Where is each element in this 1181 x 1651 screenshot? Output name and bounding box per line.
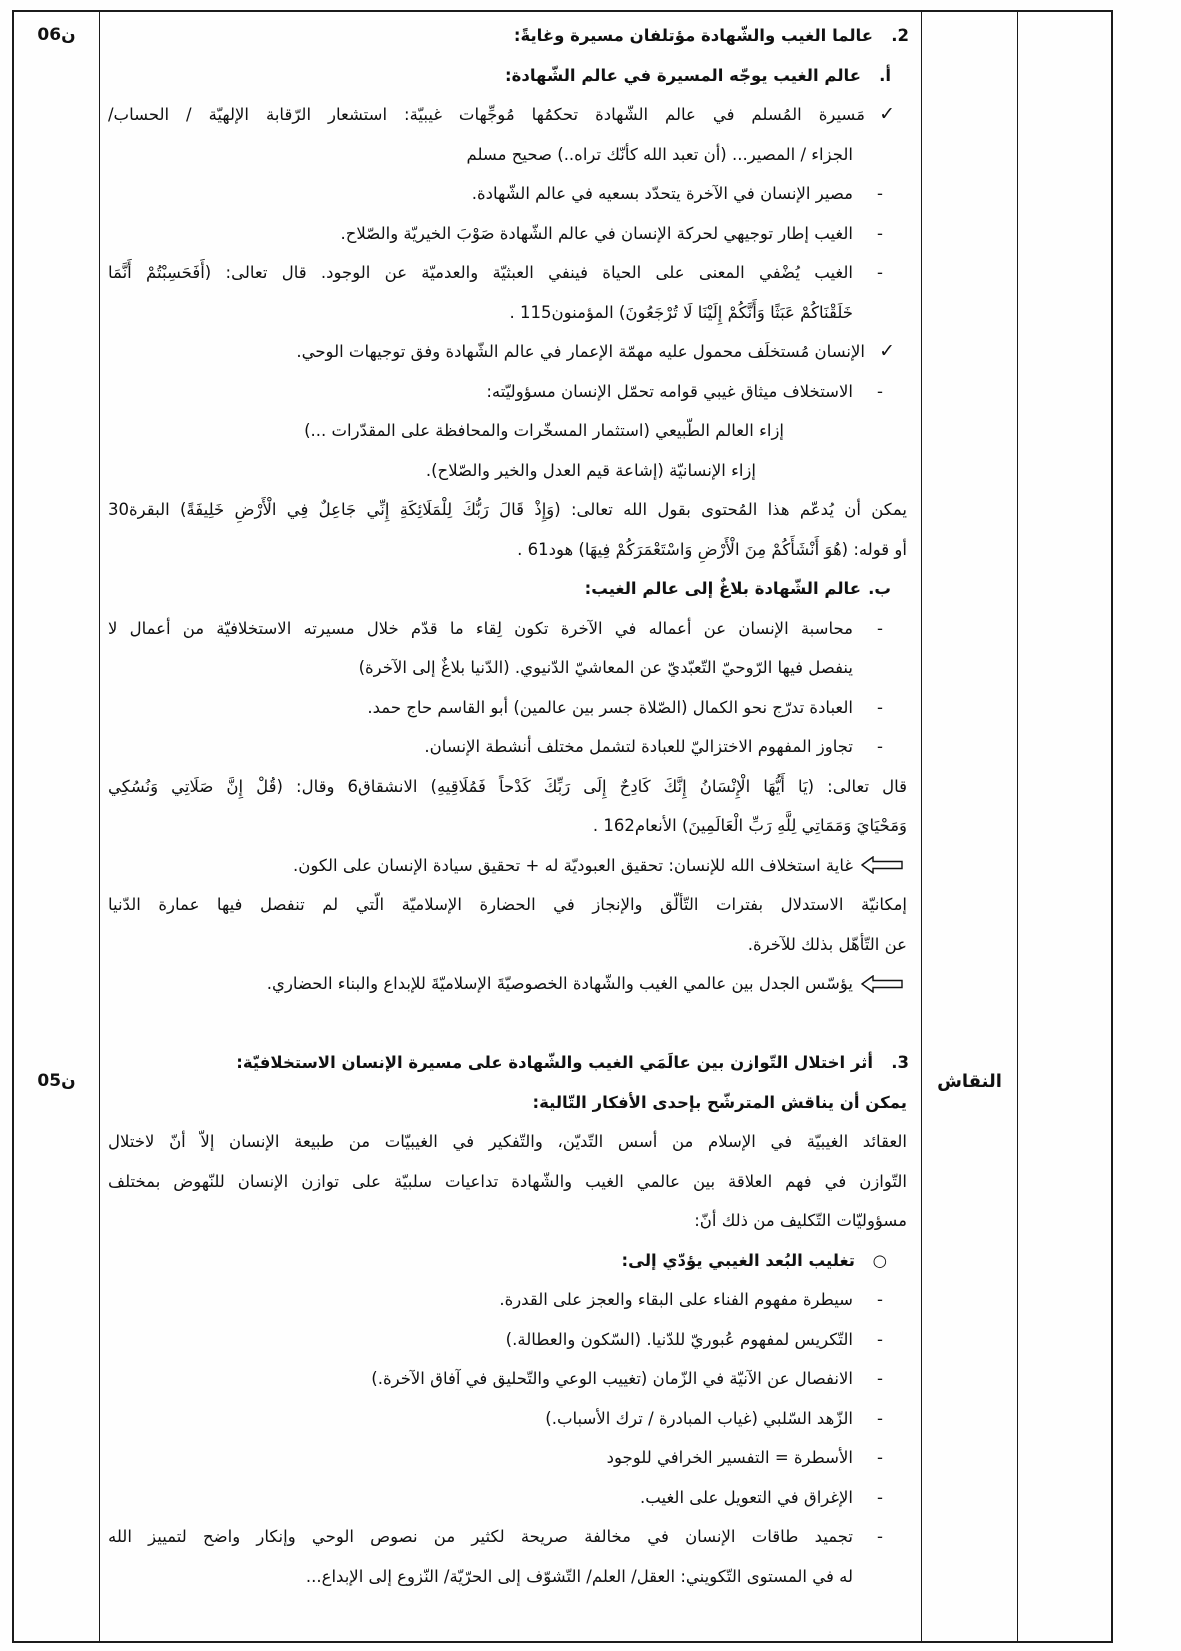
arrow-left-outline-icon: [853, 856, 903, 874]
line-text: العبادة تدرّج نحو الكمال (الصّلاة جسر بين عالمين) أبو القاسم حاج حمد.: [367, 697, 853, 717]
arrow-conclusion-line: [108, 964, 921, 1004]
line-text: الزّهد السّلبي (غياب المبادرة / ترك الأسباب.): [545, 1408, 853, 1428]
line-text: عالم الشّهادة بلاغٌ إلى عالم الغيب:: [584, 579, 861, 598]
subsection-heading: [108, 56, 921, 96]
indented-line: [108, 411, 921, 451]
line-text: مصير الإنسان في الآخرة يتحدّد بسعيه في عالم الشّهادة.: [471, 184, 853, 203]
line-text: إزاء الإنسانيّة (إشاعة قيم العدل والخير والصّلاح).: [425, 460, 756, 480]
line-text: خَلَقْنَاكُمْ عَبَثًا وَأَنَّكُمْ إِلَيْنَا لَا تُرْجَعُونَ) المؤمنون115 .: [509, 302, 853, 322]
dash-bullet-line: [108, 1517, 921, 1557]
empty-column: [1018, 12, 1111, 1641]
continuation-line: [108, 293, 921, 333]
dash-bullet: -: [877, 184, 883, 203]
line-text: وَمَحْيَايَ وَمَمَاتِي لِلَّهِ رَبِّ الْعَالَمِينَ) الأنعام162 .: [592, 816, 907, 835]
paragraph-line: [108, 885, 921, 925]
check-bullet-line: [108, 95, 921, 135]
line-text: تجاوز المفهوم الاختزاليّ للعبادة لتشمل مختلف أنشطة الإنسان.: [424, 737, 853, 756]
line-text: غاية استخلاف الله للإنسان: تحقيق العبوديّة له + تحقيق سيادة الإنسان على الكون.: [293, 855, 853, 875]
line-text: الأسطرة = التفسير الخرافي للوجود: [606, 1448, 853, 1467]
dash-bullet: -: [877, 381, 883, 401]
dash-bullet: -: [877, 1290, 883, 1309]
line-text: الإغراق في التعويل على الغيب.: [640, 1487, 853, 1507]
dash-bullet: -: [877, 263, 883, 282]
paragraph-line: [108, 530, 921, 570]
dash-bullet-line: [108, 1438, 921, 1478]
section-label-column: [922, 12, 1018, 1641]
lead-in-line: [108, 1083, 921, 1123]
line-text: سيطرة مفهوم الفناء على البقاء والعجز على القدرة.: [499, 1290, 853, 1309]
dash-bullet: -: [877, 1487, 883, 1507]
paragraph-line: [108, 1201, 921, 1241]
section-number: 3.: [891, 1053, 909, 1072]
dash-bullet-line: [108, 688, 921, 728]
dash-bullet-line: [108, 372, 921, 412]
score-points-first: 06ن: [37, 25, 76, 45]
dash-bullet: -: [877, 1408, 883, 1428]
paragraph-line: [108, 1162, 921, 1202]
line-text: العقائد الغيبيّة في الإسلام من أسس التّديّن، والتّفكير في الغيبيّات من طبيعة الإنسان إلاّ أنّ لاختلال: [108, 1132, 907, 1151]
line-text: الجزاء / المصير... (أن تعبد الله كأنّك تراه..) صحيح مسلم: [466, 144, 853, 164]
checkmark-icon: ✓: [879, 103, 895, 125]
continuation-line: [108, 135, 921, 175]
dash-bullet-line: [108, 1478, 921, 1518]
answer-content-column: [100, 12, 922, 1641]
line-text: الانفصال عن الآنيّة في الزّمان (تغييب الوعي والتّحليق في آفاق الآخرة.): [371, 1369, 853, 1388]
dash-bullet: -: [877, 1527, 883, 1546]
subsection-letter: أ.: [879, 65, 891, 85]
dash-bullet-line: [108, 174, 921, 214]
paragraph-line: [108, 490, 921, 530]
score-column: [14, 12, 100, 1641]
line-text: قال تعالى: (يَا أَيُّهَا الْإِنْسَانُ إِنَّكَ كَادِحٌ إِلَى رَبِّكَ كَدْحاً فَمُلَاقِيهِ) الانشقاق6 وقال: (قُلْ إِنَّ صَلَاتِي وَنُسُكِي: [108, 776, 907, 796]
dash-bullet-line: [108, 1280, 921, 1320]
line-text: إمكانيّة الاستدلال بفترات التّألّق والإنجاز في الحضارة الإسلاميّة الّتي لم تنفصل فيها عمارة الدّنيا: [108, 895, 907, 914]
subsection-heading: [108, 569, 921, 609]
dash-bullet-line: [108, 214, 921, 254]
line-text: عن التّأهّل بذلك للآخرة.: [747, 934, 907, 954]
dash-bullet: -: [877, 1329, 883, 1349]
grading-table: [12, 10, 1113, 1643]
blank-line: [108, 1004, 921, 1044]
line-text: يمكن أن يُدعّم هذا المُحتوى بقول الله تعالى: (وَإِذْ قَالَ رَبُّكَ لِلْمَلَائِكَةِ إِنِّي جَاعِلٌ فِي الْأَرْضِ خَلِيفَةً) البقرة30: [108, 500, 907, 519]
line-text: له في المستوى التّكويني: العقل/ العلم/ التّشوّف إلى الحرّيّة/ النّزوع إلى الإبداع...: [305, 1566, 853, 1586]
dash-bullet: -: [877, 1448, 883, 1467]
line-text: التّكريس لمفهوم عُبوريّ للدّنيا. (السّكون والعطالة.): [505, 1329, 853, 1349]
circle-bullet-icon: ○: [872, 1250, 887, 1270]
arrow-conclusion-line: [108, 846, 921, 886]
line-text: مسؤوليّات التّكليف من ذلك أنّ:: [694, 1211, 907, 1230]
paragraph-line: [108, 1122, 921, 1162]
line-text: تغليب البُعد الغيبي يؤدّي إلى:: [621, 1250, 855, 1270]
dash-bullet: -: [877, 697, 883, 717]
line-text: عالم الغيب يوجّه المسيرة في عالم الشّهادة:: [505, 65, 861, 85]
section-heading: [108, 16, 921, 56]
dash-bullet-line: [108, 727, 921, 767]
section-heading: [108, 1043, 921, 1083]
dash-bullet-line: [108, 1399, 921, 1439]
section-label: النقاش: [937, 1071, 1002, 1092]
dash-bullet-line: [108, 253, 921, 293]
dash-bullet: -: [877, 1369, 883, 1388]
line-text: الإنسان مُستخلَف محمول عليه مهمّة الإعمار في عالم الشّهادة وفق توجيهات الوحي.: [296, 342, 865, 361]
dash-bullet: -: [877, 223, 883, 243]
line-text: الغيب إطار توجيهي لحركة الإنسان في عالم الشّهادة صَوْبَ الخيريّة والصّلاح.: [340, 223, 853, 243]
line-text: التّوازن في فهم العلاقة بين عالمي الغيب والشّهادة تداعيات سلبيّة على توازن الإنسان للنّهوض بمختلف: [108, 1171, 907, 1191]
subsection-letter: ب.: [868, 579, 891, 598]
line-text: ينفصل فيها الرّوحيّ التّعبّديّ عن المعاشيّ الدّنيوي. (الدّنيا بلاغٌ إلى الآخرة): [358, 658, 853, 677]
continuation-line: [108, 648, 921, 688]
circle-bullet-line: [108, 1241, 921, 1281]
indented-line: [108, 451, 921, 491]
line-text: أثر اختلال التّوازن بين عالَمَي الغيب والشّهادة على مسيرة الإنسان الاستخلافيّة:: [236, 1053, 873, 1072]
line-text: يؤسّس الجدل بين عالمي الغيب والشّهادة الخصوصيّةَ الإسلاميّةَ للإبداع والبناء الحضاري.: [266, 974, 853, 993]
dash-bullet: -: [877, 737, 883, 756]
dash-bullet-line: [108, 1359, 921, 1399]
line-text: أو قوله: (هُوَ أَنْشَأَكُمْ مِنَ الْأَرْضِ وَاسْتَعْمَرَكُمْ فِيهَا) هود61 .: [517, 539, 907, 559]
dash-bullet-line: [108, 609, 921, 649]
arrow-left-outline-icon: [853, 975, 903, 993]
paragraph-line: [108, 925, 921, 965]
line-text: عالما الغيب والشّهادة مؤتلفان مسيرة وغايةً:: [513, 26, 873, 45]
checkmark-icon: ✓: [879, 340, 895, 362]
line-text: محاسبة الإنسان عن أعماله في الآخرة تكون لِقاء ما قدّم خلال مسيرته الاستخلافيّة من أعمال لا: [108, 618, 853, 638]
line-text: تجميد طاقات الإنسان في مخالفة صريحة لكثير من نصوص الوحي وإنكار واضح لتمييز الله: [108, 1527, 853, 1546]
section-number: 2.: [891, 26, 909, 45]
dash-bullet-line: [108, 1320, 921, 1360]
line-text: الغيب يُضْفي المعنى على الحياة فينفي العبثيّة والعدميّة عن الوجود. قال تعالى: (أَفَحَسِبْتُمْ أَنَّمَا: [108, 263, 853, 282]
paragraph-line: [108, 806, 921, 846]
paragraph-line: [108, 767, 921, 807]
check-bullet-line: [108, 332, 921, 372]
line-text: مَسيرة المُسلم في عالم الشّهادة تحكمُها مُوجِّهات غيبيّة: استشعار الرّقابة الإلهيّة / الحساب/: [108, 105, 865, 124]
line-text: يمكن أن يناقش المترشّح بإحدى الأفكار التّالية:: [532, 1092, 907, 1112]
line-text: الاستخلاف ميثاق غيبي قوامه تحمّل الإنسان مسؤوليّته:: [486, 381, 853, 401]
line-text: إزاء العالم الطّبيعي (استثمار المسخّرات والمحافظة على المقدّرات ...): [304, 421, 784, 440]
continuation-line: [108, 1557, 921, 1597]
score-points-second: 05ن: [37, 1071, 76, 1091]
dash-bullet: -: [877, 618, 883, 638]
